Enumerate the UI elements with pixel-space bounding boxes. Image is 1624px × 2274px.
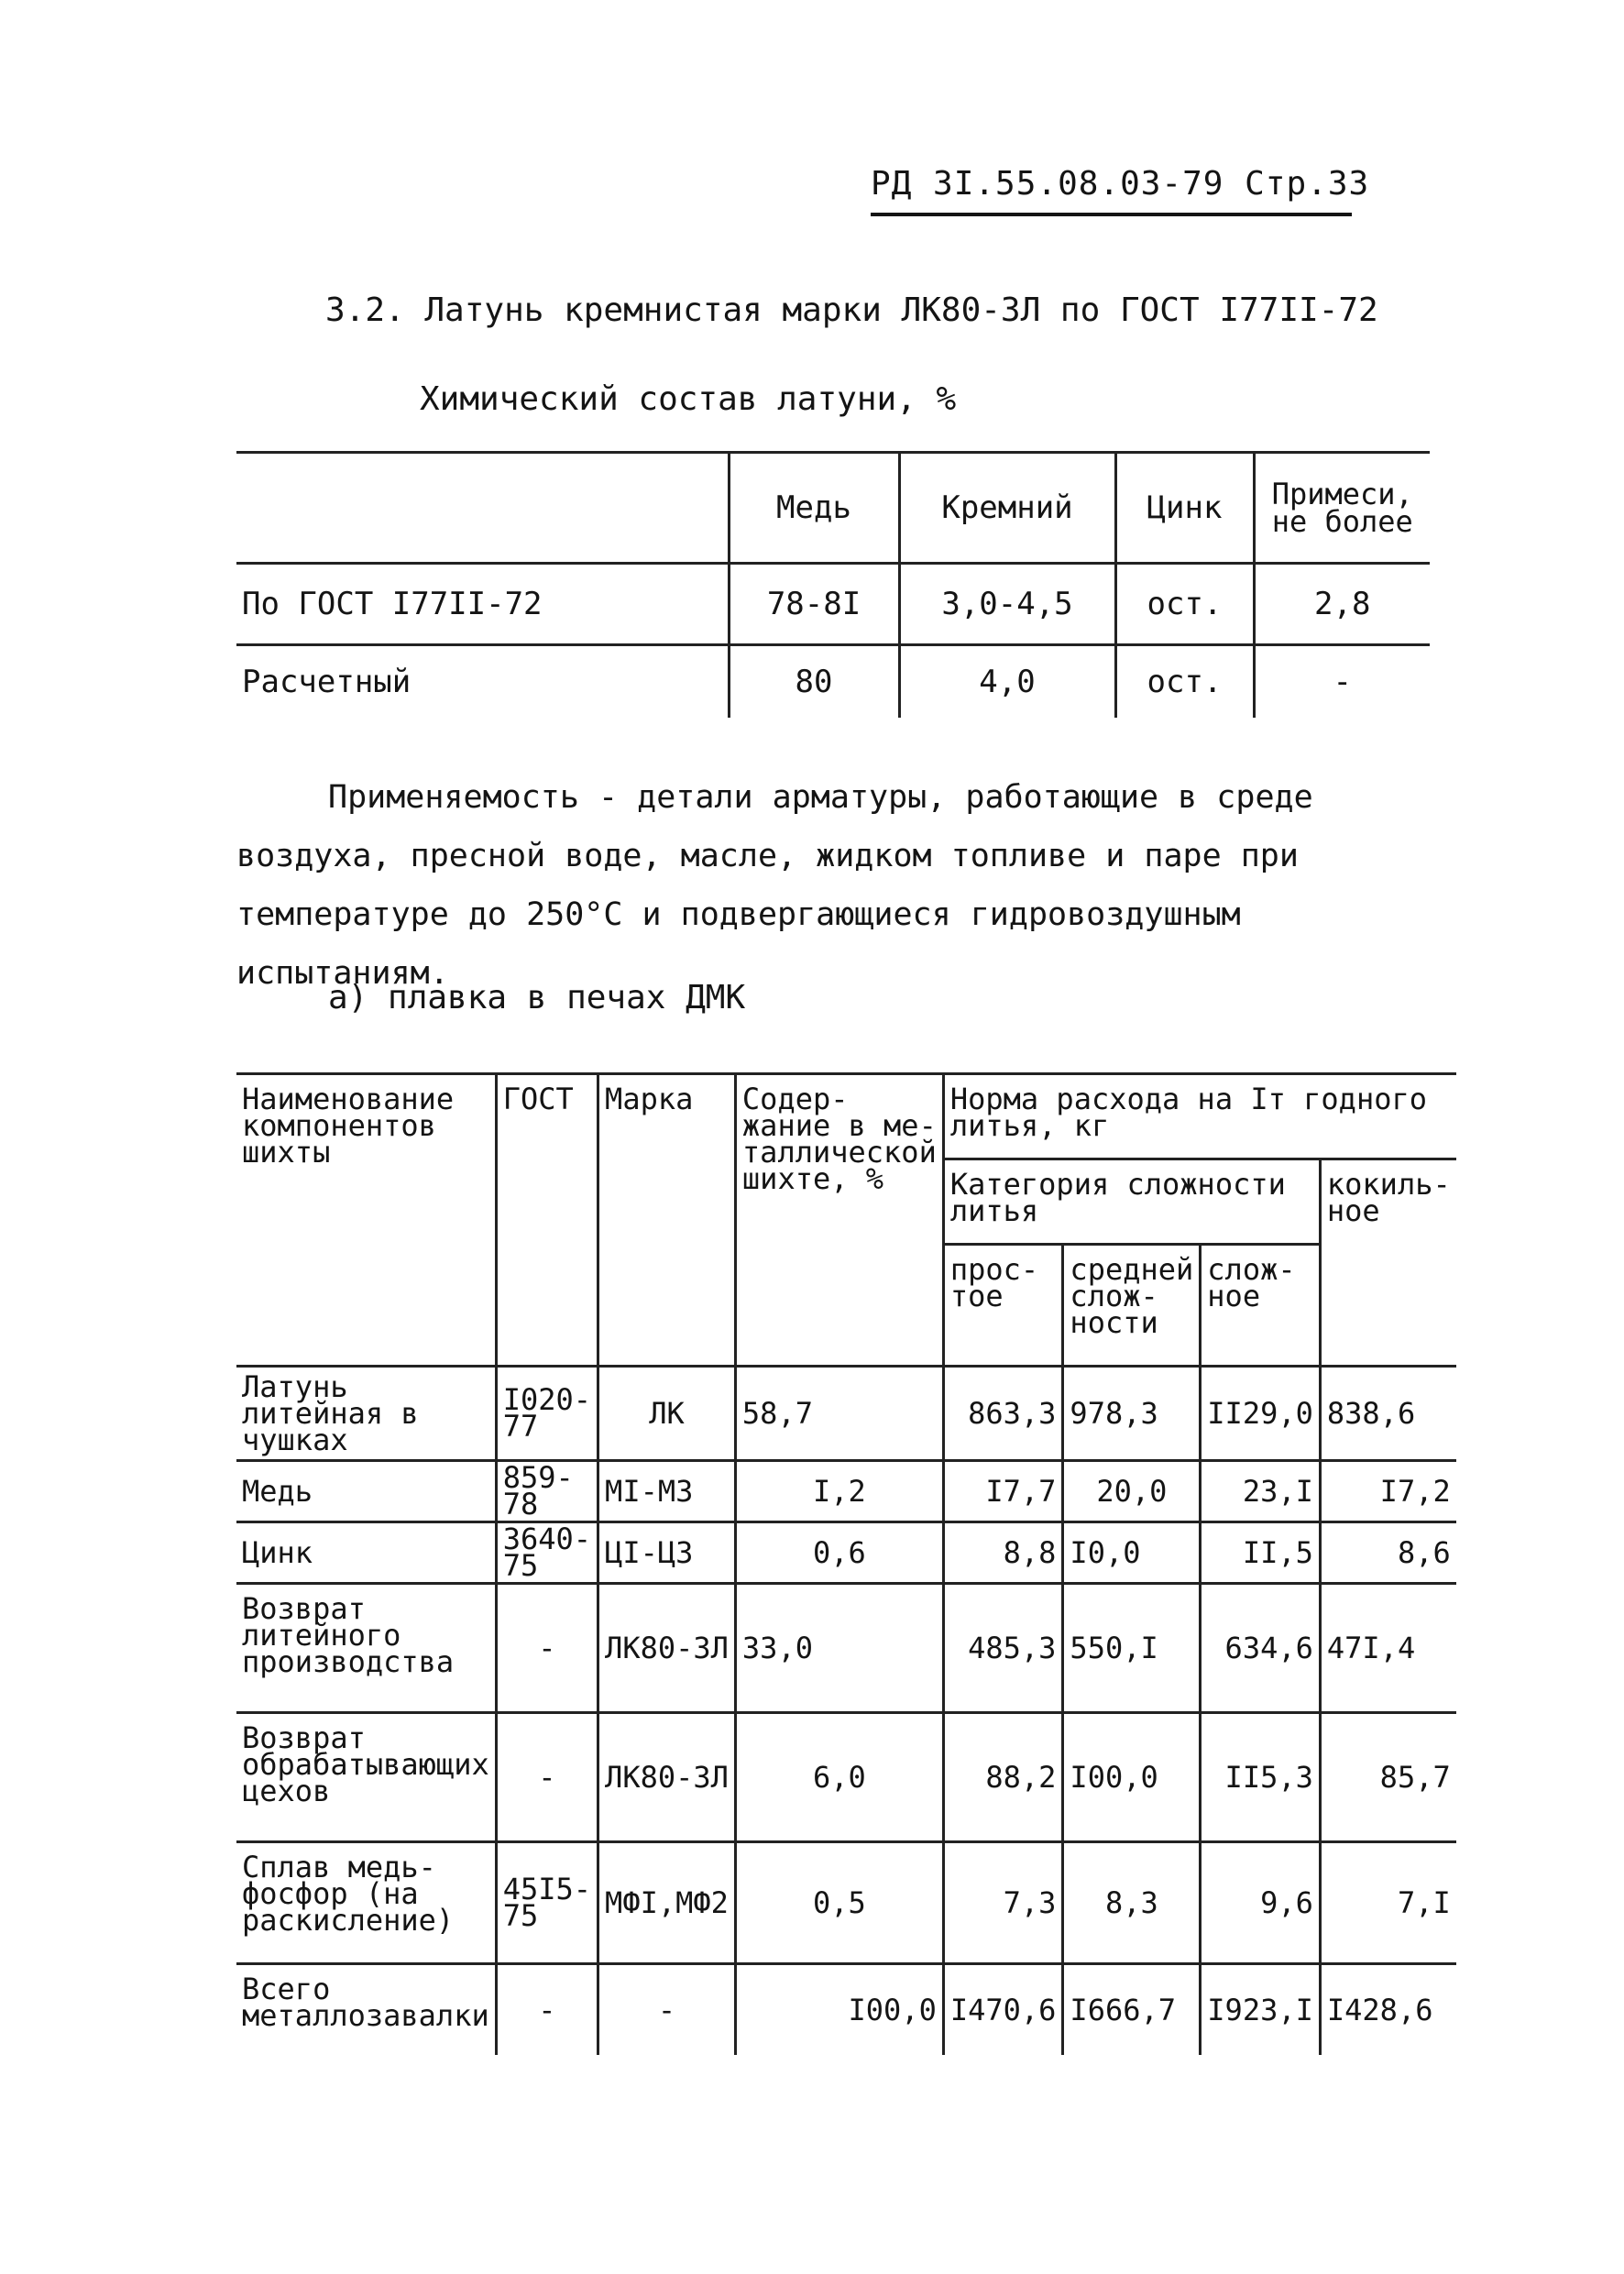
table-cell: ост. [1115, 645, 1254, 719]
header-chill: кокиль- ное [1320, 1159, 1455, 1367]
table-cell: МI-М3 [598, 1461, 736, 1522]
table-row [236, 645, 1430, 719]
chemistry-col-header: Примеси, не более [1254, 453, 1430, 564]
table-cell: I00,0 [735, 1964, 943, 2056]
table-cell: 6,0 [735, 1713, 943, 1842]
table-cell: 8,3 [1063, 1842, 1201, 1964]
table-cell: ЛК80-3Л [598, 1713, 736, 1842]
table-cell: 838,6 [1320, 1367, 1455, 1461]
table-cell: 8,6 [1320, 1522, 1455, 1584]
table-cell: - [598, 1964, 736, 2056]
table-row [236, 1842, 1456, 1964]
table-cell: 8,8 [943, 1522, 1063, 1584]
table-cell: 863,3 [943, 1367, 1063, 1461]
table-cell: I7,7 [943, 1461, 1063, 1522]
chemistry-col-header: Кремний [899, 453, 1115, 564]
table-cell: ост. [1115, 564, 1254, 645]
component-name: Цинк [236, 1522, 496, 1584]
table-cell: II,5 [1201, 1522, 1321, 1584]
table-cell: 85,7 [1320, 1713, 1455, 1842]
table-cell: МФI,МФ2 [598, 1842, 736, 1964]
section-title: 3.2. Латунь кремнистая марки ЛК80-3Л по ГОСТ I77II-72 [325, 291, 1378, 329]
table-cell: 7,I [1320, 1842, 1455, 1964]
table-cell: I428,6 [1320, 1964, 1455, 2056]
table-cell: I,2 [735, 1461, 943, 1522]
table-cell: 978,3 [1063, 1367, 1201, 1461]
table-cell: 634,6 [1201, 1584, 1321, 1713]
table-cell: - [496, 1584, 598, 1713]
table-cell: I470,6 [943, 1964, 1063, 2056]
melting-subtitle: а) плавка в печах ДМК [328, 979, 746, 1016]
table-cell: - [496, 1713, 598, 1842]
table-cell: ЛК80-3Л [598, 1584, 736, 1713]
table-cell: 485,3 [943, 1584, 1063, 1713]
header-norm: Норма расхода на Iт годного литья, кг [943, 1074, 1455, 1159]
component-name: Всего металлозавалки [242, 1972, 489, 2033]
component-name: Сплав медь-фосфор (на раскисление) [236, 1842, 496, 1964]
header-underline [871, 213, 1352, 216]
table-row [236, 1713, 1456, 1842]
table-row-total [236, 1964, 1456, 2056]
table-cell: 33,0 [735, 1584, 943, 1713]
table-row [236, 564, 1430, 645]
table-cell: ЛК [598, 1367, 736, 1461]
applicability-text: Применяемость - детали арматуры, работающие в среде воздуха, пресной воде, масле, жидком топливе и паре при температуре до 250°С и подвергающиеся гидровоздушным испытаниям. [236, 779, 1313, 992]
table-cell: 20,0 [1063, 1461, 1201, 1522]
header-component-name: Наименование компонентов шихты [236, 1074, 496, 1367]
table-cell: 58,7 [735, 1367, 943, 1461]
component-name: Медь [236, 1461, 496, 1522]
table-cell: 859-78 [496, 1461, 598, 1522]
chemistry-col-header: Цинк [1115, 453, 1254, 564]
document-header: РД 3I.55.08.03-79 Стр.33 [871, 165, 1370, 203]
chemistry-corner-cell [236, 453, 729, 564]
chemistry-col-header: Медь [729, 453, 899, 564]
table-cell: I020-77 [496, 1367, 598, 1461]
table-cell: 7,3 [943, 1842, 1063, 1964]
chemistry-row-label: По ГОСТ I77II-72 [236, 564, 729, 645]
component-name: Возврат обрабатывающих цехов [236, 1713, 496, 1842]
table-cell: 2,8 [1254, 564, 1430, 645]
table-cell: 3640-75 [496, 1522, 598, 1584]
charge-table [236, 1072, 1456, 2055]
table-cell: - [496, 1964, 598, 2056]
header-gost: ГОСТ [496, 1074, 598, 1367]
header-mark: Марка [598, 1074, 736, 1367]
table-row [236, 1461, 1456, 1522]
table-cell: I666,7 [1063, 1964, 1201, 2056]
header-medium: средней слож- ности [1063, 1245, 1201, 1367]
table-cell: II5,3 [1201, 1713, 1321, 1842]
applicability-paragraph [236, 768, 1428, 1003]
table-cell: 45I5-75 [496, 1842, 598, 1964]
table-cell: I923,I [1201, 1964, 1321, 2056]
table-cell: 0,5 [735, 1842, 943, 1964]
table-row [236, 1584, 1456, 1713]
table-cell: - [1254, 645, 1430, 719]
table-cell: I00,0 [1063, 1713, 1201, 1842]
header-simple: прос- тое [943, 1245, 1063, 1367]
table-cell: 0,6 [735, 1522, 943, 1584]
header-complexity: Категория сложности литья [943, 1159, 1320, 1245]
table-cell: 550,I [1063, 1584, 1201, 1713]
table-cell: 3,0-4,5 [899, 564, 1115, 645]
header-complex: слож- ное [1201, 1245, 1321, 1367]
table-cell: 4,0 [899, 645, 1115, 719]
table-cell: 78-8I [729, 564, 899, 645]
table-row [236, 1522, 1456, 1584]
chemistry-row-label: Расчетный [242, 664, 411, 700]
table-cell: I7,2 [1320, 1461, 1455, 1522]
component-name: Возврат литейного производства [236, 1584, 496, 1713]
table-cell: 9,6 [1201, 1842, 1321, 1964]
table-cell: 80 [729, 645, 899, 719]
chemistry-table [236, 451, 1430, 718]
component-name: Латунь литейная в чушках [236, 1367, 496, 1461]
table-cell: I0,0 [1063, 1522, 1201, 1584]
table-cell: ЦI-Ц3 [598, 1522, 736, 1584]
table-cell: II29,0 [1201, 1367, 1321, 1461]
table-row [236, 1367, 1456, 1461]
table-cell: 23,I [1201, 1461, 1321, 1522]
table-cell: 47I,4 [1320, 1584, 1455, 1713]
header-content: Содер- жание в ме- таллической шихте, % [735, 1074, 943, 1367]
table-cell: 88,2 [943, 1713, 1063, 1842]
chemistry-table-title: Химический состав латуни, % [420, 380, 957, 418]
